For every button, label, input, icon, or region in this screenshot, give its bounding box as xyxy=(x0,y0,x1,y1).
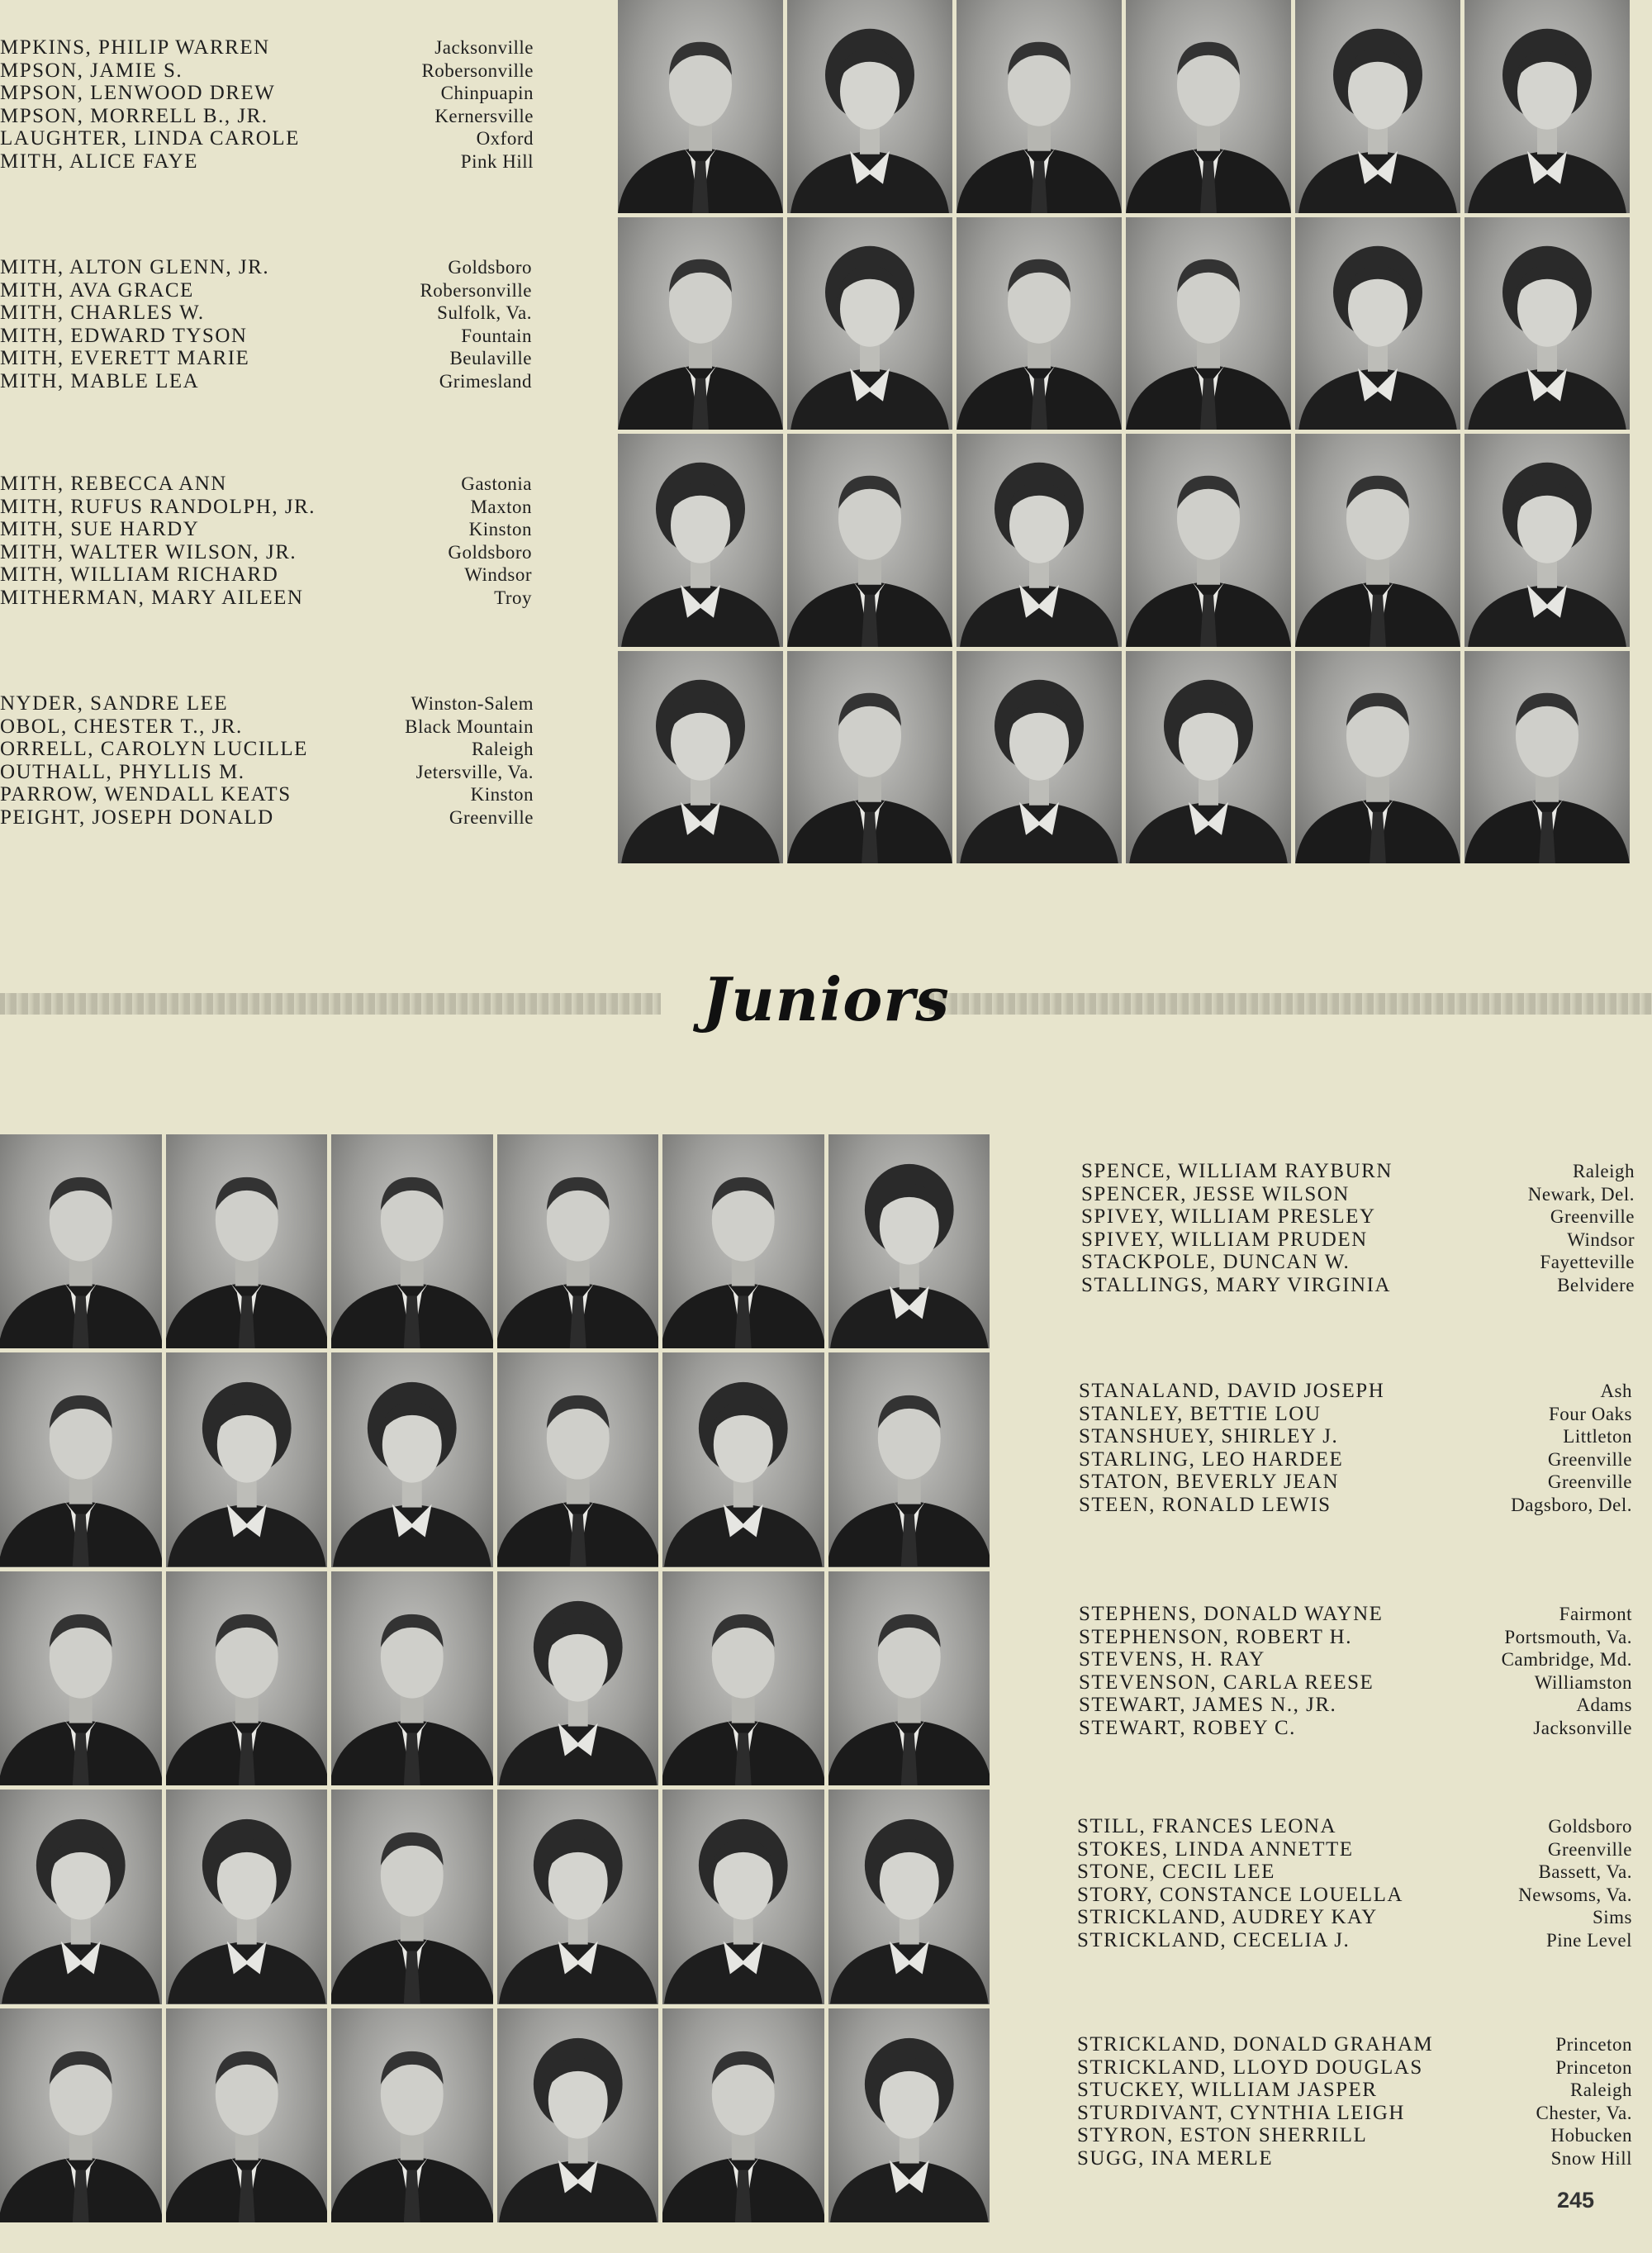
juniors-list-5 xyxy=(1077,2033,1632,2170)
list-item xyxy=(1077,1929,1632,1952)
list-item xyxy=(1079,1717,1632,1740)
seniors-list-4 xyxy=(0,692,534,829)
student-portrait xyxy=(166,1352,328,1566)
hometown: Kinston xyxy=(468,519,532,539)
list-item xyxy=(1077,2079,1632,2102)
student-name: MITH, AVA GRACE xyxy=(0,278,194,302)
list-item xyxy=(1079,1603,1632,1626)
student-portrait xyxy=(0,1571,162,1785)
list-item xyxy=(1079,1648,1632,1671)
hometown: Winston-Salem xyxy=(411,693,534,714)
hometown: Fayetteville xyxy=(1540,1252,1635,1272)
hometown: Raleigh xyxy=(1572,1161,1635,1181)
hometown: Kernersville xyxy=(434,105,534,126)
student-name: STEVENSON, CARLA REESE xyxy=(1079,1671,1374,1694)
list-item xyxy=(0,82,534,105)
student-portrait xyxy=(957,434,1122,647)
student-portrait xyxy=(1464,217,1630,430)
list-item xyxy=(0,692,534,715)
student-portrait xyxy=(662,1790,824,2003)
hometown: Goldsboro xyxy=(448,257,532,278)
student-name: STEEN, RONALD LEWIS xyxy=(1079,1493,1332,1516)
hometown: Chinpuapin xyxy=(440,83,534,103)
student-portrait xyxy=(166,1790,328,2003)
hometown: Beulaville xyxy=(449,348,532,368)
student-portrait xyxy=(0,1134,162,1348)
student-name: SPIVEY, WILLIAM PRESLEY xyxy=(1081,1205,1376,1228)
student-name: STEWART, ROBEY C. xyxy=(1079,1716,1296,1739)
student-name: STATON, BEVERLY JEAN xyxy=(1079,1471,1340,1493)
list-item xyxy=(1077,2033,1632,2056)
list-item xyxy=(1079,1380,1632,1403)
juniors-list-1 xyxy=(1081,1160,1635,1296)
juniors-list-2 xyxy=(1079,1380,1632,1516)
juniors-list-3 xyxy=(1079,1603,1632,1739)
student-name: STILL, FRANCES LEONA xyxy=(1077,1815,1337,1837)
hometown: Chester, Va. xyxy=(1536,2102,1632,2123)
student-portrait xyxy=(618,651,783,864)
student-portrait xyxy=(662,2008,824,2222)
list-item xyxy=(0,761,534,784)
list-item xyxy=(1077,1906,1632,1929)
student-name: STRICKLAND, DONALD GRAHAM xyxy=(1077,2033,1434,2056)
student-name: MITH, WALTER WILSON, JR. xyxy=(0,540,297,563)
list-item xyxy=(1079,1671,1632,1695)
student-name: SPENCE, WILLIAM RAYBURN xyxy=(1081,1160,1393,1182)
student-name: STEPHENS, DONALD WAYNE xyxy=(1079,1603,1384,1625)
list-item xyxy=(0,150,534,173)
student-name: SPENCER, JESSE WILSON xyxy=(1081,1182,1350,1205)
student-portrait xyxy=(331,1134,493,1348)
student-name: MPSON, MORRELL B., JR. xyxy=(0,104,268,127)
student-portrait xyxy=(0,2008,162,2222)
hometown: Black Mountain xyxy=(405,715,534,737)
hometown: Fairmont xyxy=(1559,1604,1632,1624)
student-portrait xyxy=(1126,651,1291,864)
hometown: Princeton xyxy=(1555,2056,1632,2078)
student-name: OBOL, CHESTER T., JR. xyxy=(0,715,243,738)
hometown: Goldsboro xyxy=(448,541,532,563)
student-name: MITH, ALICE FAYE xyxy=(0,150,198,173)
student-name: MITH, CHARLES W. xyxy=(0,302,205,324)
student-name: SUGG, INA MERLE xyxy=(1077,2146,1274,2170)
list-item xyxy=(0,783,534,806)
student-portrait xyxy=(1126,217,1291,430)
hometown: Greenville xyxy=(449,806,534,828)
student-name: MITH, SUE HARDY xyxy=(0,518,200,540)
list-item xyxy=(1079,1403,1632,1426)
list-item xyxy=(1077,2124,1632,2147)
hometown: Littleton xyxy=(1563,1426,1632,1447)
student-name: STALLINGS, MARY VIRGINIA xyxy=(1081,1273,1391,1296)
list-item xyxy=(1079,1425,1632,1448)
list-item xyxy=(0,738,534,761)
hometown: Oxford xyxy=(476,128,534,149)
hometown: Sulfolk, Va. xyxy=(437,302,532,323)
list-item xyxy=(0,715,534,739)
student-name: STRICKLAND, CECELIA J. xyxy=(1077,1928,1351,1951)
student-name: STONE, CECIL LEE xyxy=(1077,1861,1275,1883)
student-portrait xyxy=(0,1790,162,2003)
list-item xyxy=(1077,1884,1632,1907)
hometown: Bassett, Va. xyxy=(1538,1861,1632,1882)
list-item xyxy=(1079,1448,1632,1471)
hometown: Windsor xyxy=(464,564,532,585)
student-name: STARLING, LEO HARDEE xyxy=(1079,1447,1344,1471)
student-name: STEVENS, H. RAY xyxy=(1079,1648,1265,1671)
hometown: Portsmouth, Va. xyxy=(1504,1626,1632,1647)
hometown: Maxton xyxy=(470,496,532,517)
list-item xyxy=(0,518,532,541)
student-name: STACKPOLE, DUNCAN W. xyxy=(1081,1251,1351,1273)
student-portrait xyxy=(787,217,952,430)
list-item xyxy=(0,563,532,587)
student-portrait xyxy=(618,434,783,647)
list-item xyxy=(1079,1626,1632,1649)
list-item xyxy=(1081,1160,1635,1183)
student-portrait xyxy=(331,1790,493,2003)
list-item xyxy=(1079,1494,1632,1517)
student-name: MITH, REBECCA ANN xyxy=(0,473,227,495)
student-name: STEPHENSON, ROBERT H. xyxy=(1079,1625,1352,1648)
student-portrait xyxy=(1464,651,1630,864)
hometown: Goldsboro xyxy=(1548,1816,1632,1837)
student-portrait xyxy=(1464,434,1630,647)
hometown: Jacksonville xyxy=(1533,1717,1632,1738)
list-item xyxy=(1081,1229,1635,1252)
student-portrait xyxy=(331,1352,493,1566)
juniors-banner xyxy=(0,958,1652,1049)
student-name: STORY, CONSTANCE LOUELLA xyxy=(1077,1883,1403,1906)
list-item xyxy=(1077,1838,1632,1861)
student-portrait xyxy=(828,1352,990,1566)
seniors-list-1 xyxy=(0,36,534,173)
student-name: MITH, EVERETT MARIE xyxy=(0,347,250,369)
hometown: Kinston xyxy=(470,784,534,805)
hometown: Ash xyxy=(1600,1381,1632,1401)
student-portrait xyxy=(957,217,1122,430)
hometown: Fountain xyxy=(461,325,532,346)
hometown: Sims xyxy=(1592,1907,1632,1927)
student-name: MITH, RUFUS RANDOLPH, JR. xyxy=(0,495,316,518)
student-portrait xyxy=(787,651,952,864)
hometown: Newark, Del. xyxy=(1527,1183,1635,1205)
hometown: Robersonville xyxy=(421,59,534,81)
student-portrait xyxy=(1295,434,1460,647)
student-portrait xyxy=(662,1134,824,1348)
student-name: MITH, EDWARD TYSON xyxy=(0,324,248,347)
list-item xyxy=(1079,1471,1632,1494)
seniors-list-3 xyxy=(0,473,532,609)
hometown: Greenville xyxy=(1547,1448,1632,1470)
student-name: MPKINS, PHILIP WARREN xyxy=(0,36,270,59)
student-name: STOKES, LINDA ANNETTE xyxy=(1077,1837,1354,1861)
student-portrait xyxy=(497,1790,659,2003)
hometown: Williamston xyxy=(1534,1671,1632,1693)
list-item xyxy=(1081,1251,1635,1274)
hometown: Four Oaks xyxy=(1549,1403,1632,1424)
hometown: Greenville xyxy=(1550,1206,1635,1227)
student-portrait xyxy=(166,2008,328,2222)
list-item xyxy=(0,127,534,150)
student-portrait xyxy=(1295,651,1460,864)
student-portrait xyxy=(497,1134,659,1348)
page-number: 245 xyxy=(1557,2188,1595,2213)
list-item xyxy=(0,541,532,564)
hometown: Hobucken xyxy=(1550,2125,1632,2146)
list-item xyxy=(1077,2147,1632,2170)
student-name: MPSON, LENWOOD DREW xyxy=(0,82,276,104)
hometown: Jetersville, Va. xyxy=(415,761,534,782)
list-item xyxy=(0,370,532,393)
list-item xyxy=(1081,1205,1635,1229)
student-portrait xyxy=(828,1134,990,1348)
list-item xyxy=(0,59,534,83)
student-portrait xyxy=(0,1352,162,1566)
student-portrait xyxy=(828,1571,990,1785)
juniors-photo-grid xyxy=(0,1134,990,2222)
student-portrait xyxy=(166,1571,328,1785)
student-portrait xyxy=(957,651,1122,864)
student-portrait xyxy=(1295,217,1460,430)
juniors-list-4 xyxy=(1077,1815,1632,1951)
student-name: STUCKEY, WILLIAM JASPER xyxy=(1077,2079,1378,2101)
hometown: Raleigh xyxy=(471,739,534,759)
hometown: Belvidere xyxy=(1557,1274,1635,1295)
student-portrait xyxy=(662,1352,824,1566)
student-name: STRICKLAND, AUDREY KAY xyxy=(1077,1906,1378,1928)
student-name: ORRELL, CAROLYN LUCILLE xyxy=(0,738,308,760)
list-item xyxy=(0,496,532,519)
student-name: SPIVEY, WILLIAM PRUDEN xyxy=(1081,1228,1368,1251)
list-item xyxy=(0,587,532,610)
student-name: OUTHALL, PHYLLIS M. xyxy=(0,760,245,783)
list-item xyxy=(1081,1183,1635,1206)
list-item xyxy=(0,347,532,370)
list-item xyxy=(0,279,532,302)
seniors-photo-grid xyxy=(618,0,1630,863)
student-name: PEIGHT, JOSEPH DONALD xyxy=(0,806,274,829)
student-name: STANALAND, DAVID JOSEPH xyxy=(1079,1380,1385,1402)
student-portrait xyxy=(166,1134,328,1348)
hometown: Greenville xyxy=(1547,1471,1632,1492)
student-portrait xyxy=(497,2008,659,2222)
list-item xyxy=(0,256,532,279)
hometown: Adams xyxy=(1576,1695,1632,1715)
hometown: Snow Hill xyxy=(1550,2147,1632,2169)
student-portrait xyxy=(828,2008,990,2222)
student-name: LAUGHTER, LINDA CAROLE xyxy=(0,127,300,150)
student-name: STURDIVANT, CYNTHIA LEIGH xyxy=(1077,2101,1405,2124)
list-item xyxy=(0,36,534,59)
student-portrait xyxy=(331,1571,493,1785)
list-item xyxy=(0,302,532,325)
hometown: Cambridge, Md. xyxy=(1501,1649,1632,1670)
hometown: Pine Level xyxy=(1546,1929,1632,1951)
student-portrait xyxy=(1295,0,1460,213)
student-portrait xyxy=(1464,0,1630,213)
student-portrait xyxy=(787,434,952,647)
student-portrait xyxy=(1126,0,1291,213)
student-portrait xyxy=(331,2008,493,2222)
hometown: Princeton xyxy=(1555,2034,1632,2055)
list-item xyxy=(1077,1861,1632,1884)
list-item xyxy=(0,806,534,829)
list-item xyxy=(1079,1694,1632,1717)
hometown: Dagsboro, Del. xyxy=(1511,1494,1632,1515)
student-name: MITH, ALTON GLENN, JR. xyxy=(0,256,270,278)
hometown: Grimesland xyxy=(439,370,532,392)
student-portrait xyxy=(497,1571,659,1785)
hometown: Newsoms, Va. xyxy=(1518,1884,1632,1905)
student-name: STEWART, JAMES N., JR. xyxy=(1079,1694,1337,1716)
hometown: Jacksonville xyxy=(434,37,534,58)
student-name: STYRON, ESTON SHERRILL xyxy=(1077,2124,1368,2146)
student-name: MITH, MABLE LEA xyxy=(0,369,200,392)
student-name: MITH, WILLIAM RICHARD xyxy=(0,563,279,586)
student-name: STANLEY, BETTIE LOU xyxy=(1079,1402,1322,1425)
student-portrait xyxy=(1126,434,1291,647)
hometown: Robersonville xyxy=(420,279,532,301)
student-portrait xyxy=(957,0,1122,213)
student-name: MITHERMAN, MARY AILEEN xyxy=(0,586,304,609)
list-item xyxy=(0,325,532,348)
student-name: STANSHUEY, SHIRLEY J. xyxy=(1079,1425,1339,1447)
student-portrait xyxy=(497,1352,659,1566)
student-name: PARROW, WENDALL KEATS xyxy=(0,783,292,806)
student-portrait xyxy=(662,1571,824,1785)
list-item xyxy=(1077,2056,1632,2080)
student-portrait xyxy=(787,0,952,213)
hometown: Greenville xyxy=(1547,1838,1632,1860)
list-item xyxy=(0,105,534,128)
hometown: Windsor xyxy=(1567,1229,1635,1250)
hometown: Troy xyxy=(494,587,532,608)
student-portrait xyxy=(828,1790,990,2003)
student-name: STRICKLAND, LLOYD DOUGLAS xyxy=(1077,2056,1423,2079)
hometown: Gastonia xyxy=(461,473,532,494)
student-name: NYDER, SANDRE LEE xyxy=(0,692,229,715)
hometown: Raleigh xyxy=(1569,2080,1632,2100)
hometown: Pink Hill xyxy=(460,150,534,172)
list-item xyxy=(0,473,532,496)
student-portrait xyxy=(618,217,783,430)
list-item xyxy=(1081,1274,1635,1297)
section-title: Juniors xyxy=(702,964,950,1034)
student-portrait xyxy=(618,0,783,213)
seniors-list-2 xyxy=(0,256,532,392)
list-item xyxy=(1077,1815,1632,1838)
student-name: MPSON, JAMIE S. xyxy=(0,59,183,82)
list-item xyxy=(1077,2102,1632,2125)
